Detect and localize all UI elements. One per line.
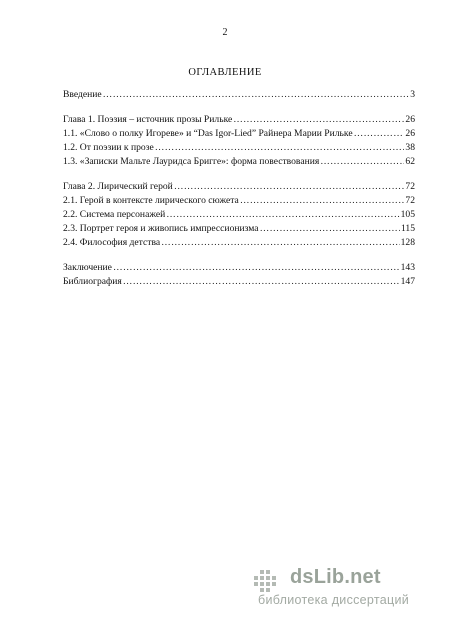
toc-entry-label: 2.2. Система персонажей xyxy=(63,209,166,220)
toc-entry-page: 26 xyxy=(405,128,415,139)
toc-leader-dots xyxy=(233,113,404,127)
toc-entry-page: 38 xyxy=(405,142,415,153)
toc-entry-chapter-1[interactable] xyxy=(63,113,415,127)
toc-entry-introduction[interactable] xyxy=(63,88,415,102)
toc-entry-section-2-1[interactable] xyxy=(63,194,415,208)
toc-entry-section-1-3[interactable] xyxy=(63,155,415,169)
toc-leader-dots xyxy=(113,261,400,275)
toc-entry-label: Заключение xyxy=(63,262,112,273)
toc-entry-label: Глава 1. Поэзия – источник прозы Рильке xyxy=(63,114,233,125)
toc-leader-dots xyxy=(260,222,400,236)
toc-entry-page: 143 xyxy=(400,262,415,273)
toc-entry-chapter-2[interactable] xyxy=(63,180,415,194)
toc-entry-bibliography[interactable] xyxy=(63,275,415,289)
toc-entry-page: 115 xyxy=(400,223,415,234)
toc-entry-conclusion[interactable] xyxy=(63,261,415,275)
page-number: 2 xyxy=(222,27,228,38)
toc-leader-dots xyxy=(174,180,405,194)
toc-entry-label: 2.4. Философия детства xyxy=(63,237,161,248)
toc-entry-page: 26 xyxy=(405,114,415,125)
toc-entry-label: Библиография xyxy=(63,276,122,287)
toc-leader-dots xyxy=(123,275,400,289)
toc-entry-page: 62 xyxy=(405,156,415,167)
toc-entry-label: Глава 2. Лирический герой xyxy=(63,181,173,192)
toc-entry-section-2-2[interactable] xyxy=(63,208,415,222)
toc-entry-page: 128 xyxy=(400,237,415,248)
toc-leader-dots xyxy=(155,141,405,155)
toc-group-gap xyxy=(63,250,415,261)
table-of-contents xyxy=(63,88,415,289)
toc-entry-label: 1.2. От поэзии к прозе xyxy=(63,142,154,153)
toc-entry-label: 2.3. Портрет героя и живопись импрессионизма xyxy=(63,223,259,234)
toc-entry-page: 147 xyxy=(400,276,415,287)
toc-entry-section-1-1[interactable] xyxy=(63,127,415,141)
watermark xyxy=(248,566,444,610)
toc-entry-label: 1.1. «Слово о полку Игореве» и “Das Igor-Lied” Райнера Марии Рильке xyxy=(63,128,353,139)
toc-group-gap xyxy=(63,102,415,113)
toc-entry-label: Введение xyxy=(63,89,102,100)
toc-leader-dots xyxy=(240,194,405,208)
toc-leader-dots xyxy=(354,127,405,141)
toc-entry-label: 2.1. Герой в контексте лирического сюжета xyxy=(63,195,239,206)
watermark-tagline: библиотека диссертаций xyxy=(258,593,410,607)
toc-entry-section-1-2[interactable] xyxy=(63,141,415,155)
toc-entry-page: 3 xyxy=(410,89,415,100)
toc-leader-dots xyxy=(166,208,399,222)
toc-group-gap xyxy=(63,169,415,180)
toc-entry-page: 72 xyxy=(405,195,415,206)
toc-leader-dots xyxy=(320,155,404,169)
toc-title: ОГЛАВЛЕНИЕ xyxy=(188,67,262,78)
toc-entry-page: 105 xyxy=(400,209,415,220)
watermark-site-name: dsLib.net xyxy=(290,566,381,588)
toc-entry-section-2-3[interactable] xyxy=(63,222,415,236)
toc-entry-label: 1.3. «Записки Мальте Лауридса Бригге»: форма повествования xyxy=(63,156,320,167)
toc-entry-section-2-4[interactable] xyxy=(63,236,415,250)
toc-leader-dots xyxy=(103,88,410,102)
toc-entry-page: 72 xyxy=(405,181,415,192)
toc-leader-dots xyxy=(161,236,400,250)
